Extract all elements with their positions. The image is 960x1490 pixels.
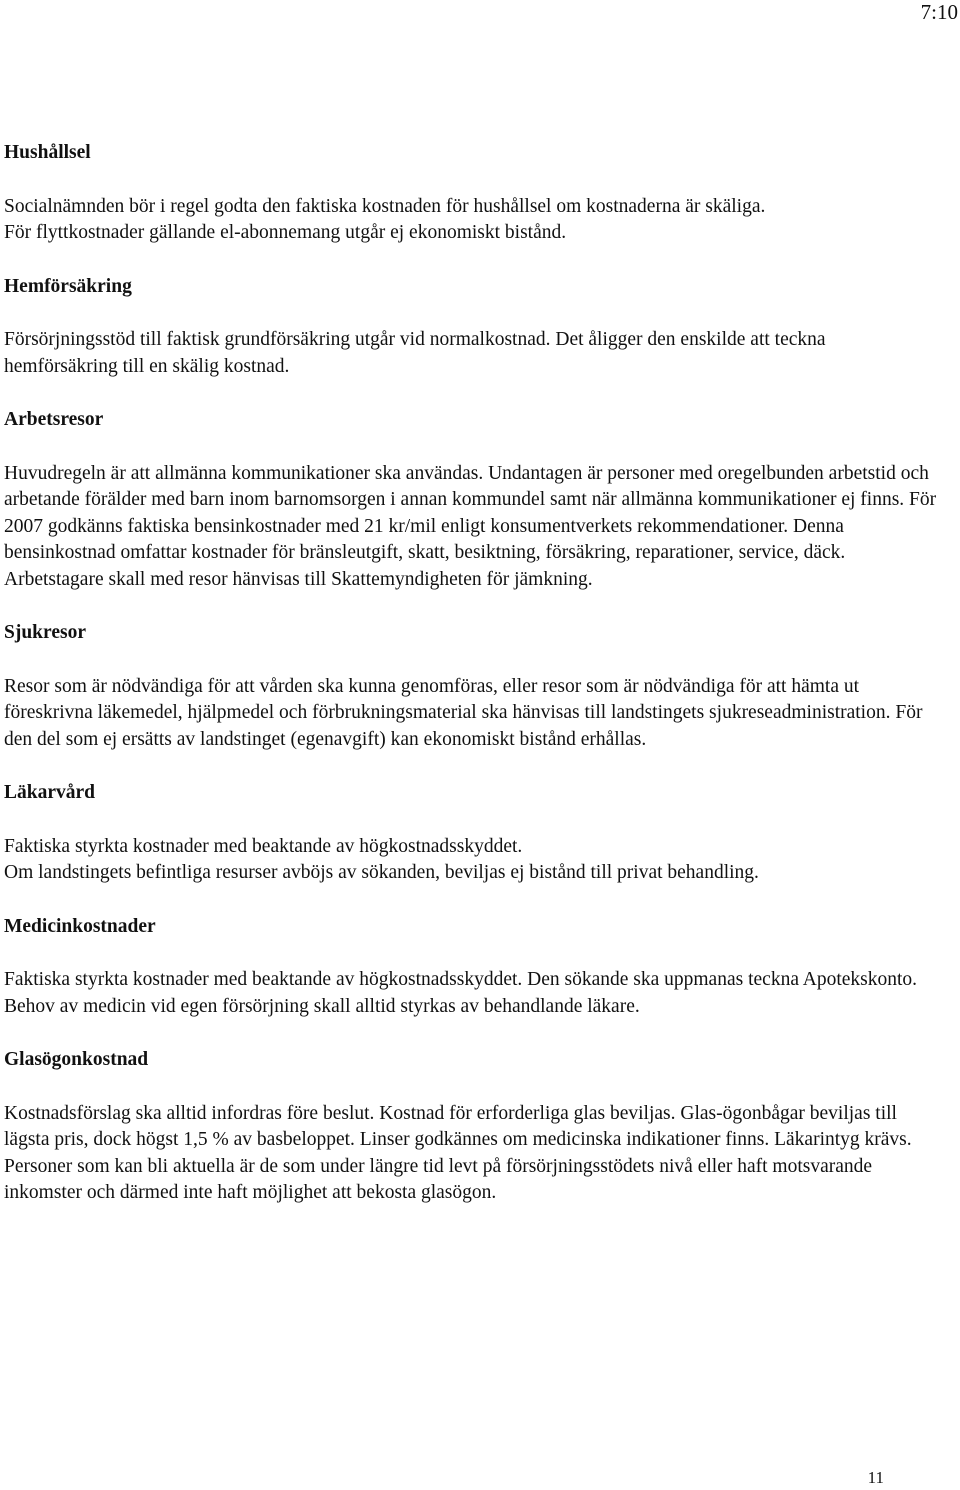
paragraph: Huvudregeln är att allmänna kommunikationer ska användas. Undantagen är personer med oregelbunden arbetstid och arbetande förälder med barn inom barnomsorgen i annan kommundel samt när allmänna kommunikationer ej finns. För 2007 godkänns faktiska bensinkostnader med 21 kr/mil enligt konsumentverkets rekommendationer. Denna bensinkostnad omfattar kostnader för bränsleutgift, skatt, besiktning, försäkring, reparationer, service, däck.: [4, 462, 937, 563]
paragraph: Faktiska styrkta kostnader med beaktande av högkostnadsskyddet. Den sökande ska uppmanas teckna Apotekskonto.: [4, 969, 918, 990]
section-glasogonkostnad: [4, 1047, 944, 1207]
page-number: 11: [867, 1468, 884, 1487]
paragraph: Arbetstagare skall med resor hänvisas till Skattemyndigheten för jämkning.: [4, 568, 593, 590]
paragraph: För flyttkostnader gällande el-abonnemang utgår ej ekonomiskt bistånd.: [4, 222, 567, 243]
section-lakarvard: [4, 780, 944, 914]
section-heading: Sjukresor: [4, 622, 86, 643]
paragraph: Om landstingets befintliga resurser avböjs av sökanden, beviljas ej bistånd till privat behandling.: [4, 862, 759, 883]
section-sjukresor: [4, 620, 944, 780]
section-heading: Medicinkostnader: [4, 915, 156, 937]
paragraph: Resor som är nödvändiga för att vården ska kunna genomföras, eller resor som är nödvändiga för att hämta ut föreskrivna läkemedel, hjälpmedel och förbrukningsmaterial ska hänvisas till landstingets sjukreseadministration. För den del som ej ersätts av landstinget (egenavgift) kan ekonomiskt bistånd erhållas.: [4, 675, 923, 750]
section-medicinkostnader: [4, 914, 944, 1048]
paragraph: Kostnadsförslag ska alltid infordras före beslut. Kostnad för erforderliga glas beviljas. Glas-ögonbågar beviljas till lägsta pris, dock högst 1,5 % av basbeloppet. Linser godkännes om medicinska indikationer finns. Läkarintyg krävs.: [4, 1102, 912, 1150]
section-heading: Arbetsresor: [4, 409, 104, 430]
paragraph: Socialnämnden bör i regel godta den faktiska kostnaden för hushållsel om kostnaderna är skäliga.: [4, 195, 766, 217]
page-reference: 7:10: [920, 0, 958, 24]
section-heading: Glasögonkostnad: [4, 1049, 149, 1070]
section-heading: Läkarvård: [4, 782, 96, 803]
section-arbetsresor: [4, 407, 944, 620]
section-heading: Hushållsel: [4, 142, 91, 163]
paragraph: Faktiska styrkta kostnader med beaktande av högkostnadsskyddet.: [4, 835, 523, 857]
section-heading: Hemförsäkring: [4, 275, 132, 297]
document-body: [4, 140, 944, 1207]
paragraph: Personer som kan bli aktuella är de som under längre tid levt på försörjningsstödets nivå eller haft motsvarande inkomster och därmed inte haft möjlighet att bekosta glasögon.: [4, 1155, 873, 1203]
section-hushallsel: [4, 140, 944, 274]
section-hemforsakring: [4, 274, 944, 408]
paragraph: Försörjningsstöd till faktisk grundförsäkring utgår vid normalkostnad. Det åligger den enskilde att teckna hemförsäkring till en skälig kostnad.: [4, 329, 826, 377]
paragraph: Behov av medicin vid egen försörjning skall alltid styrkas av behandlande läkare.: [4, 995, 640, 1017]
